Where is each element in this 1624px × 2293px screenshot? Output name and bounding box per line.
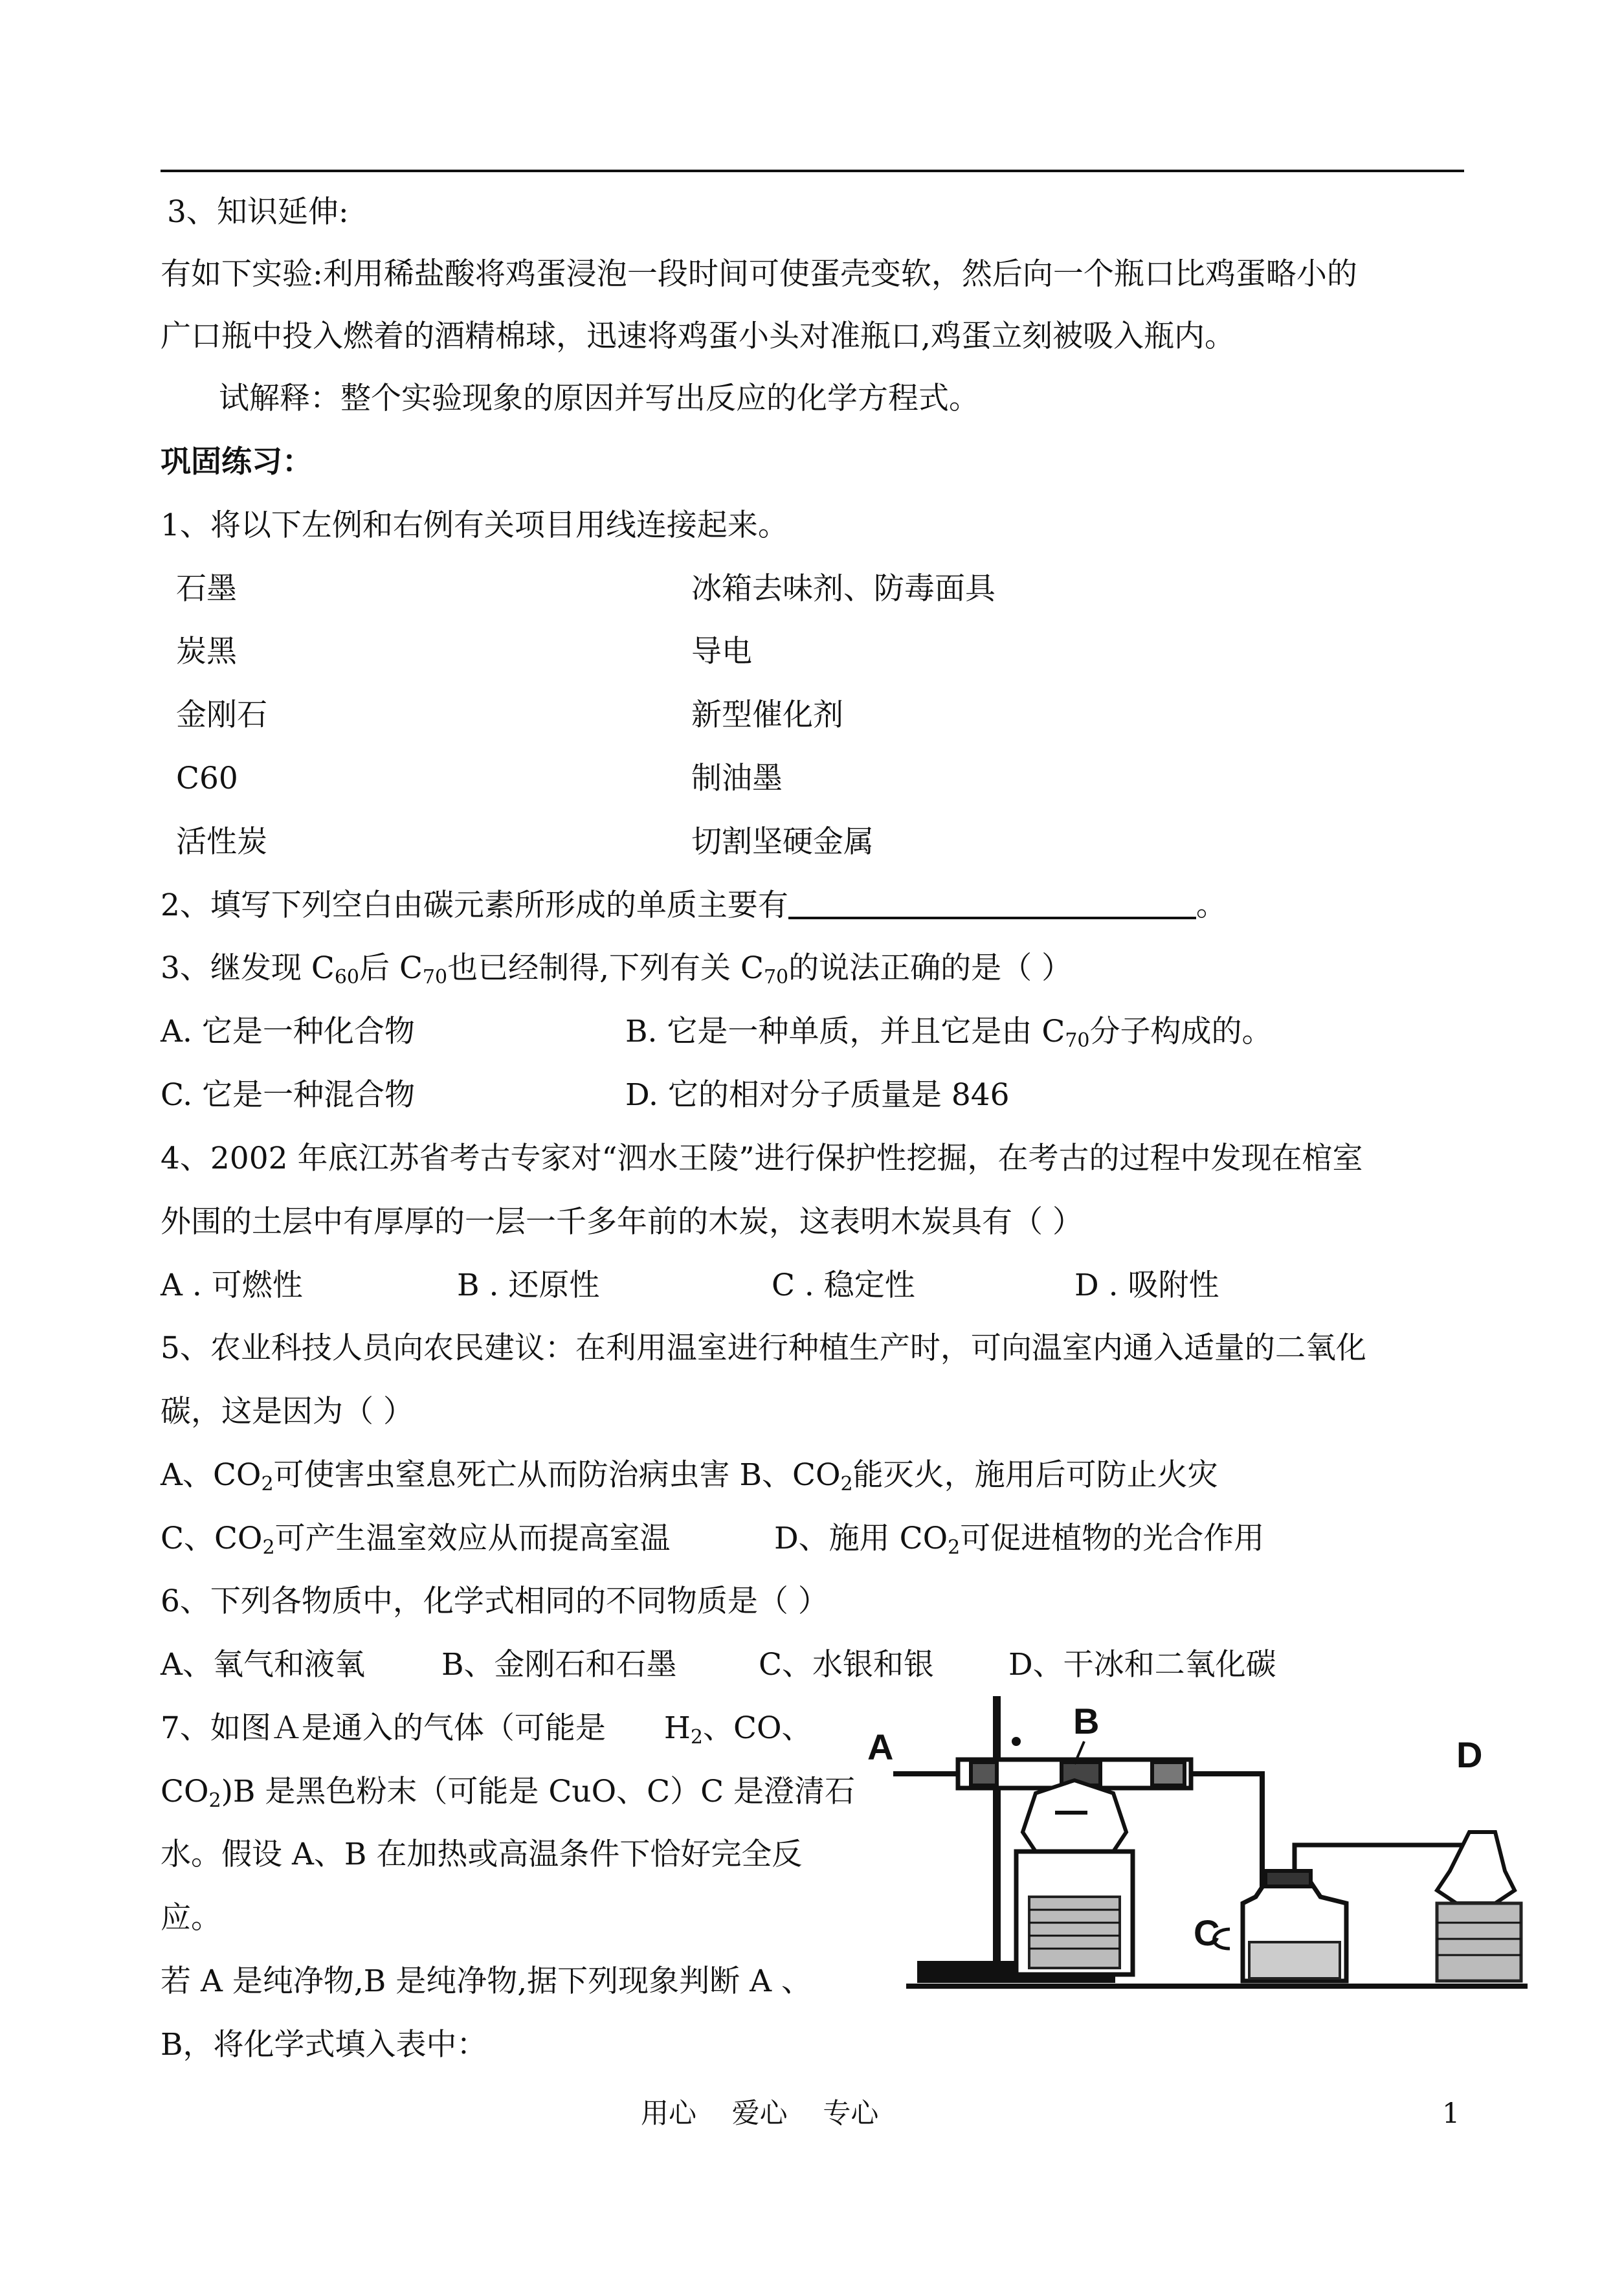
q2-end: 。 (1196, 888, 1227, 923)
q1-stem: 1、将以下左例和右例有关项目用线连接起来。 (161, 508, 788, 543)
q7-line4: 应。 (161, 1900, 221, 1936)
q4-line1: 4、2002 年底江苏省考古专家对“泗水王陵”进行保护性挖掘，在考古的过程中发现在棺室 (161, 1141, 1363, 1176)
section3-line1: 有如下实验:利用稀盐酸将鸡蛋浸泡一段时间可使蛋壳变软，然后向一个瓶口比鸡蛋略小的 (161, 256, 1357, 292)
diagram-label-d: D (1456, 1734, 1483, 1775)
section3-title: 3、知识延伸: (167, 194, 349, 230)
q5-line1: 5、农业科技人员向农民建议：在利用温室进行种植生产时，可向温室内通入适量的二氧化 (161, 1330, 1366, 1366)
footer-text: 用心 爱心 专心 (641, 2097, 879, 2130)
q5-option-d: D、施用 $CO_2$可促进植物的光合作用 (774, 1521, 1265, 1559)
page-number: 1 (1442, 2097, 1460, 2130)
q6-option-d: D、干冰和二氧化碳 (1008, 1647, 1276, 1683)
q5-line2: 碳，这是因为（ ） (161, 1394, 414, 1429)
diagram-label-b: B (1073, 1701, 1100, 1741)
diagram-label-c: C (1194, 1912, 1220, 1953)
q1-right-item: 制油墨 (691, 761, 783, 796)
q1-right-item: 新型催化剂 (691, 697, 843, 733)
q7-line1: 7、如图Ａ是通入的气体（可能是 $H_2$、CO、 (161, 1710, 812, 1749)
q3-option-b: B. 它是一种单质，并且它是由 $C_{70}$分子构成的。 (625, 1014, 1273, 1052)
diagram-label-a: A (867, 1727, 894, 1767)
q4-option-d: D . 吸附性 (1074, 1268, 1219, 1303)
q1-left-item: 活性炭 (176, 824, 267, 860)
header-rule (161, 170, 1464, 172)
q3-option-a: A. 它是一种化合物 (161, 1014, 415, 1049)
q6-option-a: A、氧气和液氧 (161, 1647, 365, 1683)
q6-option-c: C、水银和银 (759, 1647, 934, 1683)
apparatus-diagram (867, 1683, 1534, 2007)
q7-line2: $CO_2)B$ 是黑色粉末（可能是 CuO、C）C 是澄清石 (161, 1774, 855, 1812)
section3-line2: 广口瓶中投入燃着的酒精棉球，迅速将鸡蛋小头对准瓶口,鸡蛋立刻被吸入瓶内。 (161, 319, 1235, 354)
q1-left-item: 石墨 (176, 571, 237, 607)
q4-option-a: A . 可燃性 (161, 1268, 303, 1303)
section3-line3: 试解释：整个实验现象的原因并写出反应的化学方程式。 (219, 381, 979, 416)
q4-line2: 外围的土层中有厚厚的一层一千多年前的木炭，这表明木炭具有（ ） (161, 1204, 1083, 1240)
q4-option-c: C . 稳定性 (772, 1268, 915, 1303)
q1-right-item: 切割坚硬金属 (691, 824, 874, 860)
q3-option-d: D. 它的相对分子质量是 846 (625, 1077, 1010, 1113)
q6-stem: 6、下列各物质中，化学式相同的不同物质是（ ） (161, 1583, 829, 1619)
q5-options-ab: A、$CO_2$可使害虫窒息死亡从而防治病虫害 B、$CO_2$能灭火，施用后可防止火灾 (161, 1457, 1218, 1495)
q5-option-c: C、$CO_2$可产生温室效应从而提高室温 (161, 1521, 671, 1559)
q4-option-b: B . 还原性 (457, 1268, 600, 1303)
q7-line3: 水。假设 A、B 在加热或高温条件下恰好完全反 (161, 1837, 803, 1872)
q6-option-b: B、金刚石和石墨 (441, 1647, 677, 1683)
q1-right-item: 冰箱去味剂、防毒面具 (691, 571, 996, 607)
q2-stem: 2、填写下列空白由碳元素所形成的单质主要有 (161, 888, 788, 923)
q2-answer-blank[interactable] (788, 888, 1196, 919)
q3-option-c: C. 它是一种混合物 (161, 1077, 416, 1113)
q1-left-item: C60 (176, 761, 238, 796)
q1-left-item: 金刚石 (176, 697, 267, 733)
q1-left-item: 炭黑 (176, 634, 237, 669)
q3-stem: 3、继发现 $C_{60}$后 $C_{70}$也已经制得,下列有关 $C_{70}$的说法正确的是（ ） (161, 950, 1073, 989)
q7-line5: 若 A 是纯净物,B 是纯净物,据下列现象判断 A 、 (161, 1963, 812, 1999)
practice-title: 巩固练习： (161, 444, 313, 480)
q1-right-item: 导电 (691, 634, 752, 669)
q2 (161, 886, 1227, 925)
q7-line6: B，将化学式填入表中： (161, 2027, 487, 2063)
